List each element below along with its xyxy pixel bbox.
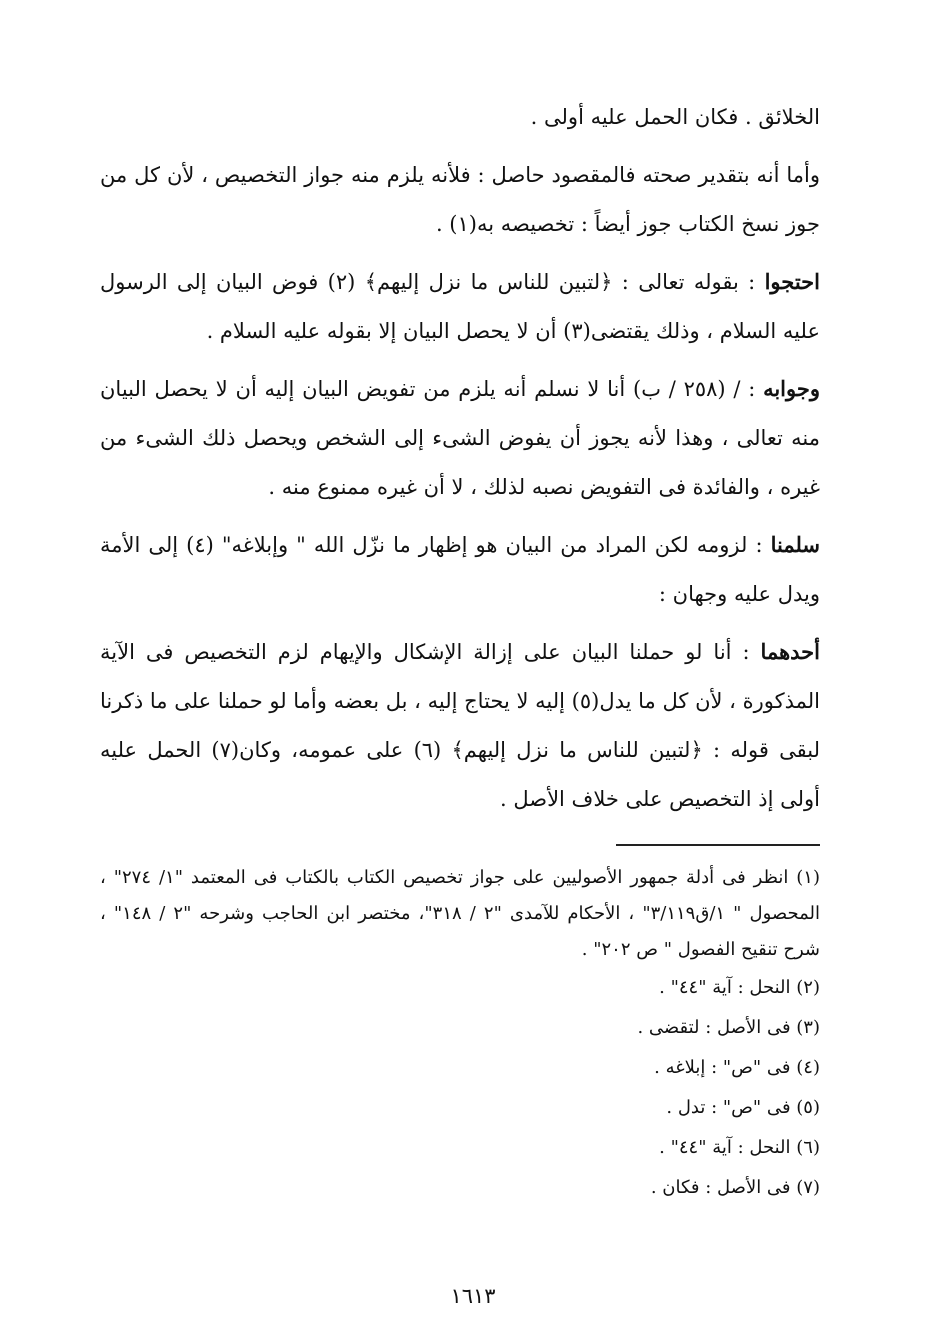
paragraph-5: [100, 520, 820, 619]
paragraph-2: [100, 150, 820, 249]
footnote-7: (٧) فى الأصل : فكان .: [650, 1177, 820, 1198]
paragraph-4-lead: وجوابه: [763, 376, 820, 401]
footnote-3: (٣) فى الأصل : لتقضى .: [637, 1017, 820, 1038]
footnote-4: (٤) فى "ص" : إبلاغه .: [654, 1057, 820, 1078]
paragraph-6-text: : أنا لو حملنا البيان على إزالة الإشكال والإيهام لزم التخصيص فى الآية المذكورة ، لأن كل ما يدل(٥) إليه لا يحتاج إليه ، بل بعضه وأما لو حملنا على ما ذكرنا لبقى قوله : ﴿لتبين للناس ما نزل إليهم﴾ (٦) على عمومه، وكان(٧) الحمل عليه أولى إذ التخصيص على خلاف الأصل .: [100, 640, 821, 811]
footnote-1: (١) انظر فى أدلة جمهور الأصوليين على جواز تخصيص الكتاب بالكتاب فى المعتمد "١/ ٢٧٤" ، المحصول " ١/ق٣/١١٩" ، الأحكام للآمدى "٢ / ٣١٨"، مختصر ابن الحاجب وشرحه "٢ / ١٤٨" ، شرح تنقيح الفصول " ص ٢٠٢" .: [100, 867, 820, 960]
footnote-divider: [616, 844, 820, 846]
paragraph-1: [100, 92, 820, 142]
paragraph-3-lead: احتجوا: [764, 269, 820, 294]
paragraph-3-text: : بقوله تعالى : ﴿لتبين للناس ما نزل إليهم﴾ (٢) فوض البيان إلى الرسول عليه السلام ، وذلك يقتضى(٣) أن لا يحصل البيان إلا بقوله عليه السلام .: [100, 270, 820, 343]
paragraph-6: [100, 627, 820, 824]
paragraph-6-lead: أحدهما: [760, 639, 820, 664]
paragraph-3: [100, 257, 820, 356]
footnote-2: (٢) النحل : آية "٤٤" .: [659, 977, 820, 998]
paragraph-5-text: : لزومه لكن المراد من البيان هو إظهار ما نزّل الله " وإبلاغه" (٤) إلى الأمة ويدل عليه وجهان :: [100, 533, 820, 606]
footnote-5: (٥) فى "ص" : تدل .: [666, 1097, 820, 1118]
paragraph-2-text: وأما أنه بتقدير صحته فالمقصود حاصل : فلأنه يلزم منه جواز التخصيص ، لأن كل من جوز نسخ الكتاب جوز أيضاً : تخصيصه به(١) .: [100, 163, 820, 236]
paragraph-1-text: الخلائق . فكان الحمل عليه أولى .: [530, 105, 820, 129]
paragraph-5-lead: سلمنا: [770, 532, 821, 557]
paragraph-4: [100, 364, 820, 512]
paragraph-4-text: : / (٢٥٨ / ب) أنا لا نسلم أنه يلزم من تفويض البيان إليه أن لا يحصل البيان منه تعالى ، وهذا لأنه يجوز أن يفوض الشىء إلى الشخص ويحصل ذلك الشىء من غيره ، والفائدة فى التفويض نصبه لذلك ، لا أن غيره ممنوع منه .: [100, 377, 820, 499]
footnote-6: (٦) النحل : آية "٤٤" .: [659, 1137, 820, 1158]
page-body: [100, 92, 820, 1208]
page-number: ١٦١٣: [450, 1284, 496, 1308]
footnotes: [100, 844, 820, 1208]
